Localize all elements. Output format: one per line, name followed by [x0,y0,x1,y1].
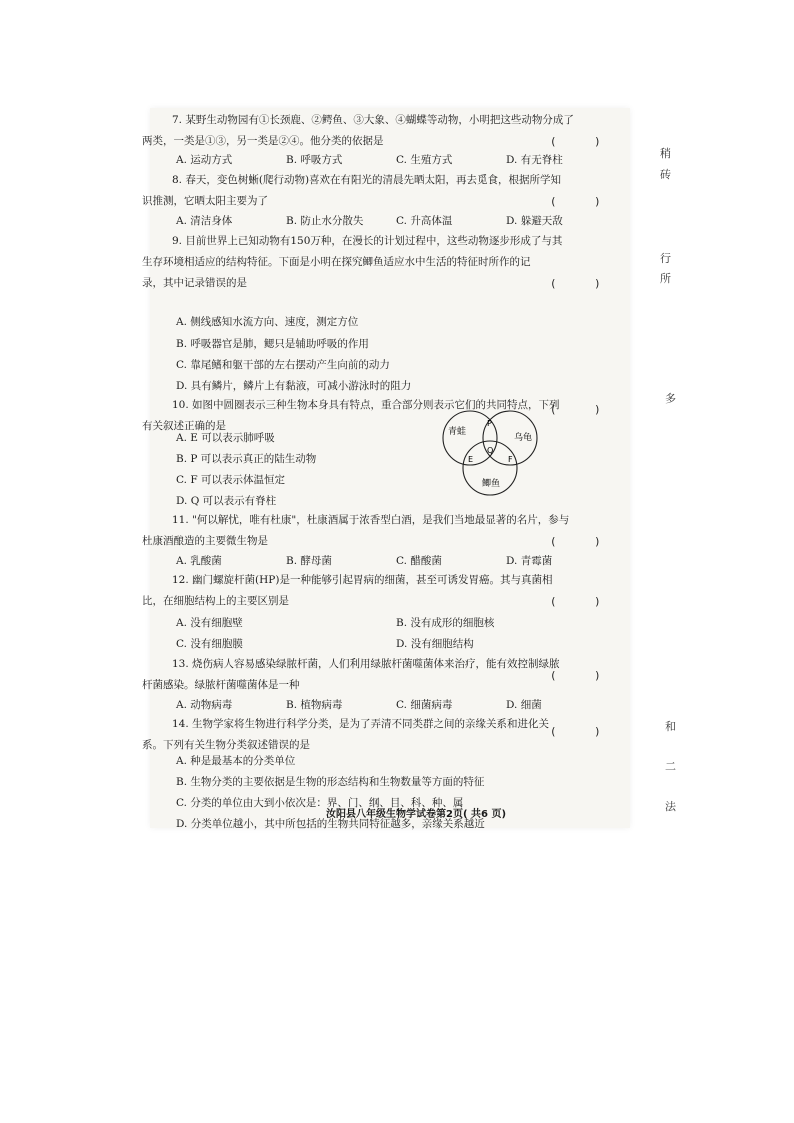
q8-option-a: A. 清洁身体 [176,215,233,227]
q13-option-c: C. 细菌病毒 [396,699,453,711]
q12-option-b: B. 没有成形的细胞核 [396,617,495,629]
q9-line1: 9. 目前世界上已知动物有150万种，在漫长的计划过程中，这些动物逐步形成了与其 [172,235,563,247]
q11-line1: 11. "何以解忧，唯有杜康"，杜康酒属于浓香型白酒，是我们当地最显著的名片，参与 [172,514,570,526]
venn-diagram [438,410,548,500]
q8-line2: 识推测，它晒太阳主要为了 [142,195,268,207]
q8-line1: 8. 春天，变色树蜥(爬行动物)喜欢在有阳光的清晨先晒太阳，再去觅食，根据所学知 [172,174,562,186]
edge-fragment-7: 二 [665,760,676,773]
q13-line1: 13. 烧伤病人容易感染绿脓杆菌，人们利用绿脓杆菌噬菌体来治疗，能有效控制绿脓 [172,658,560,670]
edge-fragment-4: 所 [660,272,671,285]
q11-line2: 杜康酒酿造的主要微生物是 [142,535,268,547]
q14-option-b: B. 生物分类的主要依据是生物的形态结构和生物数量等方面的特征 [176,776,485,788]
q14-option-d: D. 分类单位越小，其中所包括的生物共同特征越多，亲缘关系越近 [176,818,485,830]
q9-option-d: D. 具有鳞片，鳞片上有黏液，可减小游泳时的阻力 [176,380,412,392]
q7-option-a: A. 运动方式 [176,154,233,166]
venn-label-frog: 青蛙 [448,427,467,437]
q13-answer-blank[interactable]: ( ) [550,670,601,682]
venn-region-e: E [468,455,474,464]
q13-option-a: A. 动物病毒 [176,699,233,711]
q12-answer-blank[interactable]: ( ) [550,596,601,608]
q8-answer-blank[interactable]: ( ) [550,196,601,208]
q12-option-d: D. 没有细胞结构 [396,638,474,650]
q8-option-d: D. 躲避天敌 [506,215,563,227]
q11-option-c: C. 醋酸菌 [396,555,442,567]
edge-fragment-1: 稍 [660,147,671,160]
q10-line1: 10. 如图中圆圈表示三种生物本身具有特点，重合部分则表示它们的共同特点，下列 [172,399,560,411]
q9-line3: 录，其中记录错误的是 [142,277,247,289]
q14-option-c: C. 分类的单位由大到小依次是：界、门、纲、目、科、种、属 [176,797,464,809]
q12-line2: 比，在细胞结构上的主要区别是 [142,595,289,607]
edge-fragment-6: 和 [665,720,676,733]
venn-region-p: P [487,419,492,428]
q10-answer-blank[interactable]: ( ) [550,404,601,416]
q7-line1: 7. 某野生动物园有①长颈鹿、②鳄鱼、③大象、④蝴蝶等动物，小明把这些动物分成了 [172,114,574,126]
q11-answer-blank[interactable]: ( ) [550,536,601,548]
page-footer: 汝阳县八年级生物学试卷第2页( 共6 页) [326,809,507,820]
q14-line2: 系。下列有关生物分类叙述错误的是 [142,739,310,751]
edge-fragment-3: 行 [660,252,671,265]
edge-fragment-2: 砖 [660,168,671,181]
venn-region-q: Q [487,446,494,455]
venn-label-fish: 鲫鱼 [482,479,501,489]
q9-option-b: B. 呼吸器官是肺，鳃只是辅助呼吸的作用 [176,338,369,350]
q10-option-b: B. P 可以表示真正的陆生动物 [176,453,317,465]
q7-option-c: C. 生殖方式 [396,154,453,166]
venn-region-f: F [508,455,513,464]
q9-option-c: C. 靠尾鳍和躯干部的左右摆动产生向前的动力 [176,359,390,371]
q8-option-b: B. 防止水分散失 [286,215,364,227]
edge-fragment-5: 多 [665,392,676,405]
q13-line2: 杆菌感染。绿脓杆菌噬菌体是一种 [142,679,300,691]
q14-line1: 14. 生物学家将生物进行科学分类，是为了弄清不同类群之间的亲缘关系和进化关 [172,718,550,730]
venn-label-turtle: 乌龟 [514,433,533,443]
exam-page [142,108,630,830]
q11-option-d: D. 青霉菌 [506,555,553,567]
q7-answer-blank[interactable]: ( ) [550,136,601,148]
q9-option-a: A. 侧线感知水流方向、速度，测定方位 [176,316,359,328]
q10-option-a: A. E 可以表示肺呼吸 [176,432,275,444]
q7-option-d: D. 有无脊柱 [506,154,563,166]
q8-option-c: C. 升高体温 [396,215,453,227]
q12-option-c: C. 没有细胞膜 [176,638,243,650]
q10-option-c: C. F 可以表示体温恒定 [176,474,285,486]
q10-line2: 有关叙述正确的是 [142,420,226,432]
q10-option-d: D. Q 可以表示有脊柱 [176,495,277,507]
q7-option-b: B. 呼吸方式 [286,154,343,166]
q11-option-a: A. 乳酸菌 [176,555,222,567]
q13-option-b: B. 植物病毒 [286,699,343,711]
q9-answer-blank[interactable]: ( ) [550,278,601,290]
q11-option-b: B. 酵母菌 [286,555,332,567]
edge-fragment-8: 法 [665,800,676,813]
q7-line2: 两类，一类是①③，另一类是②④。他分类的依据是 [142,135,384,147]
q13-option-d: D. 细菌 [506,699,542,711]
q12-option-a: A. 没有细胞壁 [176,617,243,629]
q9-line2: 生存环境相适应的结构特征。下面是小明在探究鲫鱼适应水中生活的特征时所作的记 [142,256,531,268]
q14-option-a: A. 种是最基本的分类单位 [176,755,296,767]
q14-answer-blank[interactable]: ( ) [550,726,601,738]
q12-line1: 12. 幽门螺旋杆菌(HP)是一种能够引起胃病的细菌，甚至可诱发胃癌。其与真菌相 [172,574,553,586]
